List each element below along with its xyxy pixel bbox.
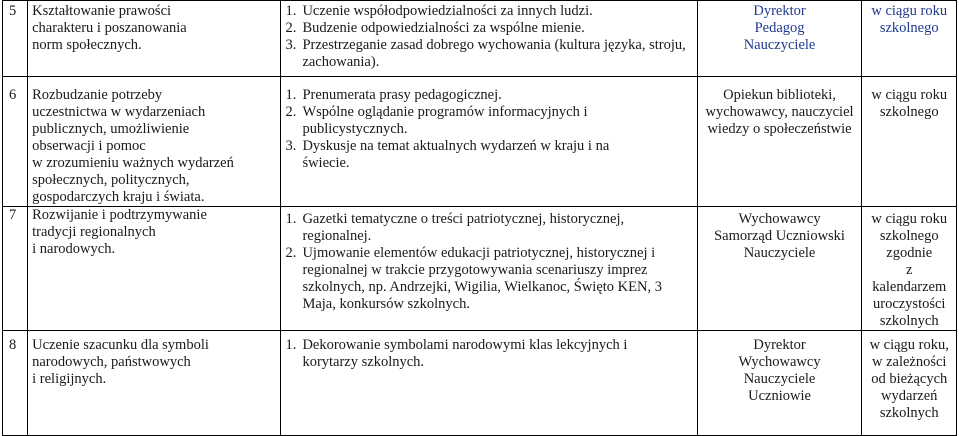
task-item — [285, 211, 692, 245]
deadline-line: od bieżących — [871, 371, 948, 387]
deadline-cell — [862, 207, 957, 331]
task-item — [285, 138, 692, 172]
topic-line: obserwacji i pomoc — [32, 138, 146, 154]
task-number: 3. — [285, 37, 297, 53]
topic-line: charakteru i poszanowania — [32, 20, 187, 36]
row-number: 8 — [3, 331, 28, 436]
topic-line: uczestnictwa w wydarzeniach — [32, 104, 206, 120]
deadline-line: wydarzeń — [881, 388, 938, 404]
deadline-cell — [862, 331, 957, 436]
responsible-line: Dyrektor — [753, 337, 806, 353]
topic-line: Rozbudzanie potrzeby — [32, 87, 163, 103]
deadline-line: szkolnego — [879, 104, 939, 120]
deadline-line: w ciągu roku — [871, 211, 948, 227]
responsible-line: Wychowawcy — [738, 211, 821, 227]
task-text: Budzenie odpowiedzialności za wspólne mienie. — [302, 20, 585, 36]
responsible-cell — [697, 77, 862, 207]
row-number-6: 6 — [9, 87, 17, 103]
responsible-cell — [697, 1, 862, 77]
responsible-cell — [697, 207, 862, 331]
topic-cell — [28, 331, 281, 436]
topic-line: i narodowych. — [32, 241, 116, 257]
topic-line: narodowych, państwowych — [32, 354, 191, 370]
task-text: Dyskusje na temat aktualnych wydarzeń w kraju i na świecie. — [302, 138, 610, 171]
responsible-line: Nauczyciele — [743, 245, 816, 261]
deadline-line: w ciągu roku, — [869, 337, 949, 353]
deadline-line: zgodnie — [886, 245, 933, 261]
topic-cell — [28, 1, 281, 77]
task-item — [285, 245, 692, 313]
topic-line: norm społecznych. — [32, 37, 142, 53]
row-number: 5 — [3, 1, 28, 77]
tasks-cell — [281, 77, 697, 207]
row-number — [3, 77, 28, 207]
topic-line: Kształtowanie prawości — [32, 3, 172, 19]
deadline-line: szkolnego — [879, 20, 939, 36]
task-text: Wspólne oglądanie programów informacyjnych i publicystycznych. — [302, 104, 588, 137]
responsible-line: Wychowawcy — [738, 354, 821, 370]
task-number: 2. — [285, 20, 297, 36]
topic-line: tradycji regionalnych — [32, 224, 156, 240]
responsible-line: Pedagog — [754, 20, 805, 36]
topic-line: publicznych, umożliwienie — [32, 121, 190, 137]
tasks-cell — [281, 1, 697, 77]
topic-line: Rozwijanie i podtrzymywanie — [32, 207, 207, 223]
responsible-line: Dyrektor — [753, 3, 806, 19]
topic-line: Uczenie szacunku dla symboli — [32, 337, 209, 353]
task-item — [285, 3, 692, 20]
table-row — [3, 331, 957, 436]
deadline-line: szkolnych — [879, 313, 939, 329]
responsible-line: Opiekun biblioteki, — [723, 87, 836, 103]
deadline-line: szkolnego — [879, 228, 939, 244]
task-text: Prenumerata prasy pedagogicznej. — [302, 87, 502, 103]
deadline-line: szkolnych — [879, 405, 939, 421]
deadline-line: z — [906, 262, 913, 278]
task-text: Uczenie współodpowiedzialności za innych ludzi. — [302, 3, 593, 19]
deadline-cell — [862, 77, 957, 207]
task-number: 2. — [285, 245, 297, 261]
row-number: 7 — [3, 207, 28, 331]
topic-cell — [28, 207, 281, 331]
task-number: 2. — [285, 104, 297, 120]
task-item — [285, 337, 692, 371]
table-row — [3, 77, 957, 207]
task-number: 1. — [285, 211, 297, 227]
task-number: 3. — [285, 138, 297, 154]
tasks-cell — [281, 331, 697, 436]
task-item — [285, 20, 692, 37]
deadline-cell — [862, 1, 957, 77]
responsible-cell — [697, 331, 862, 436]
task-item — [285, 37, 692, 71]
responsible-line: wiedzy o społeczeństwie — [707, 121, 852, 137]
table-row — [3, 207, 957, 331]
deadline-line: w ciągu roku — [871, 87, 948, 103]
topic-line: w zrozumieniu ważnych wydarzeń — [32, 155, 234, 171]
plan-table — [2, 0, 957, 436]
responsible-line: wychowawcy, nauczyciel — [705, 104, 854, 120]
deadline-line: uroczystości — [872, 296, 946, 312]
responsible-line: Nauczyciele — [743, 371, 816, 387]
task-text: Przestrzeganie zasad dobrego wychowania (kultura języka, stroju, zachowania). — [302, 37, 686, 70]
topic-line: społecznych, politycznych, — [32, 172, 190, 188]
topic-line: i religijnych. — [32, 371, 107, 387]
task-item — [285, 87, 692, 104]
task-number: 1. — [285, 87, 297, 103]
task-item — [285, 104, 692, 138]
deadline-line: w zależności — [871, 354, 947, 370]
table-row — [3, 1, 957, 77]
responsible-line: Samorząd Uczniowski — [714, 228, 845, 244]
task-number: 1. — [285, 337, 297, 353]
deadline-line: kalendarzem — [872, 279, 947, 295]
topic-cell — [28, 77, 281, 207]
task-text: Gazetki tematyczne o treści patriotycznej, historycznej, regionalnej. — [302, 211, 625, 244]
responsible-line: Nauczyciele — [743, 37, 816, 53]
task-text: Ujmowanie elementów edukacji patriotycznej, historycznej i regionalnej w trakcie przygotowywania scenariuszy imprez szkolnych, np. Andrzejki, Wigilia, Wielkanoc, Święto KEN, 3 Maja, konkursów szkolnych. — [302, 245, 662, 312]
task-number: 1. — [285, 3, 297, 19]
responsible-line: Uczniowie — [748, 388, 811, 404]
deadline-line: w ciągu roku — [871, 3, 948, 19]
tasks-cell — [281, 207, 697, 331]
topic-line: gospodarczych kraju i świata. — [32, 189, 205, 205]
task-text: Dekorowanie symbolami narodowymi klas lekcyjnych i korytarzy szkolnych. — [302, 337, 628, 370]
